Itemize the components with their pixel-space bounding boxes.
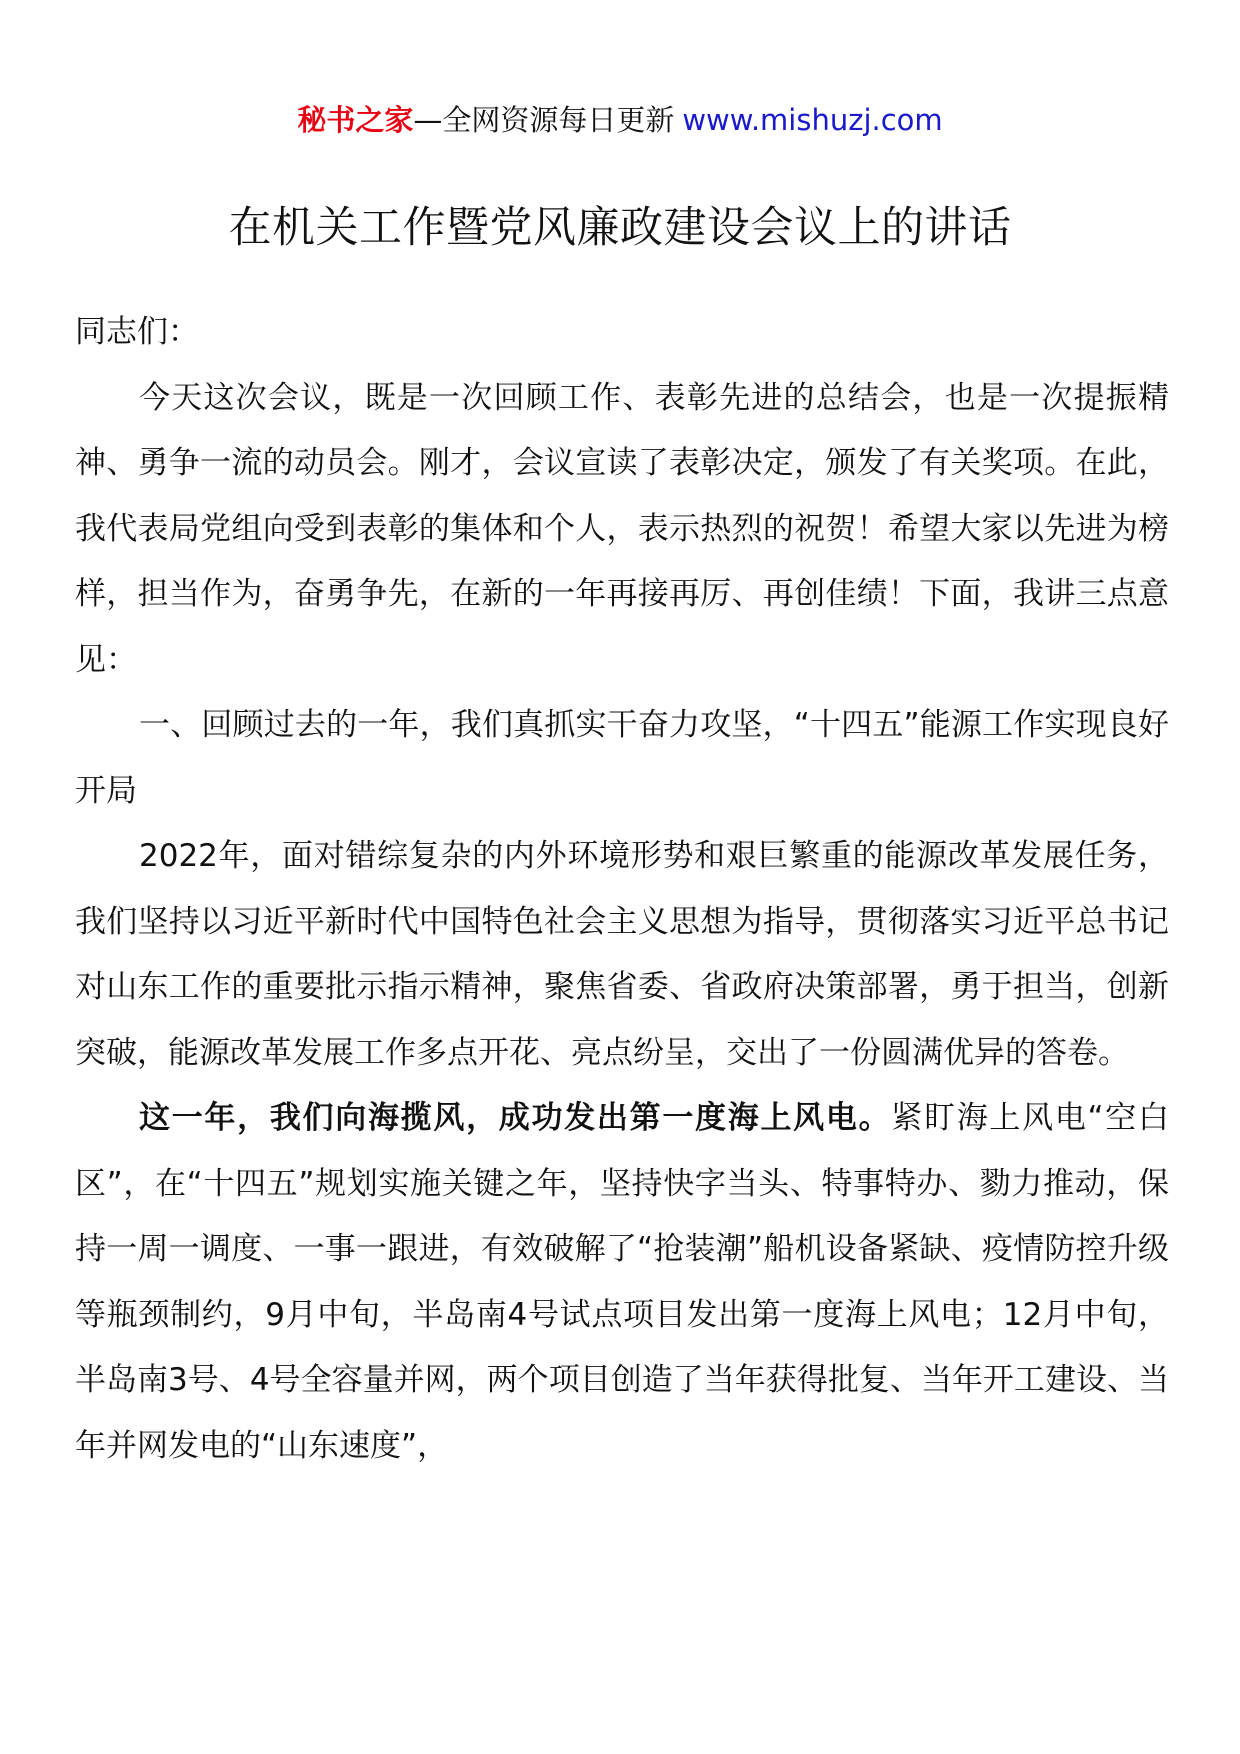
paragraph-rest: 紧盯海上风电“空白区”，在“十四五”规划实施关键之年，坚持快字当头、特事特办、勠力推动，保持一周一调度、一事一跟进，有效破解了“抢装潮”船机设备紧缺、疫情防控升级等瓶颈制约，9月中旬，半岛南4号试点项目发出第一度海上风电；12月中旬，半岛南3号、4号全容量并网，两个项目创造了当年获得批复、当年开工建设、当年并网发电的“山东速度”， <box>75 1100 1170 1464</box>
document-title: 在机关工作暨党风廉政建设会议上的讲话 <box>228 203 1012 253</box>
site-name: 秘书之家 <box>297 103 414 137</box>
site-url-link[interactable]: www.mishuzj.com <box>682 103 943 137</box>
salutation: 同志们： <box>75 314 199 350</box>
site-header <box>0 100 1240 140</box>
paragraph-offshore-wind <box>75 1086 1169 1479</box>
paragraph-opening: 今天这次会议，既是一次回顾工作、表彰先进的总结会，也是一次提振精神、勇争一流的动员会。刚才，会议宣读了表彰决定，颁发了有关奖项。在此，我代表局党组向受到表彰的集体和个人，表示热烈的祝贺！希望大家以先进为榜样，担当作为，奋勇争先，在新的一年再接再厉、再创佳绩！下面，我讲三点意见： <box>75 379 1169 678</box>
paragraph-summary-2022: 2022年，面对错综复杂的内外环境形势和艰巨繁重的能源改革发展任务，我们坚持以习近平新时代中国特色社会主义思想为指导，贯彻落实习近平总书记对山东工作的重要批示指示精神，聚焦省委、省政府决策部署，勇于担当，创新突破，能源改革发展工作多点开花、亮点纷呈，交出了一份圆满优异的答卷。 <box>75 838 1169 1071</box>
paragraph-lead-sentence: 这一年，我们向海揽风，成功发出第一度海上风电。 <box>139 1100 892 1136</box>
section-heading-one: 一、回顾过去的一年，我们真抓实干奋力攻坚，“十四五”能源工作实现良好开局 <box>75 707 1169 809</box>
document-body <box>75 300 1169 1479</box>
site-tagline: —全网资源每日更新 <box>413 103 675 137</box>
